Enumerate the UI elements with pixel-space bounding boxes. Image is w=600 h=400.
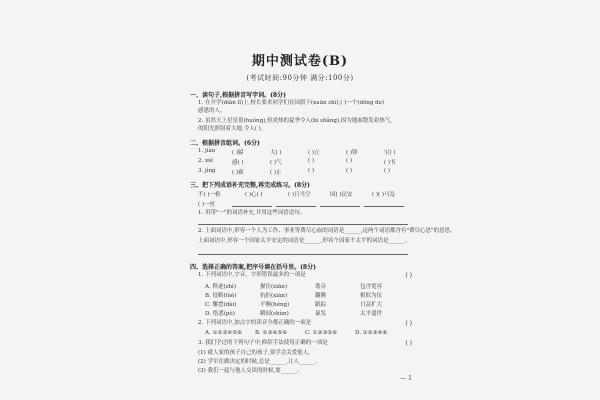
s4-grid-cell: 太平盛世 (360, 311, 383, 317)
answer-line[interactable] (198, 224, 408, 225)
s4-item-1: 1. 下列词语中,字音、字形错误最多的一项是 (198, 272, 306, 278)
section-2-heading: 二、根据拼音组词。(6分) (190, 140, 260, 147)
answer-bracket[interactable]: ( ) (405, 340, 412, 347)
s2-cell: ( ) (384, 168, 391, 174)
s3-item-1: 1. 用带"一"的词语补充,并用这些词语造句。 (198, 210, 306, 216)
s3-cell: ( )日当空 (288, 192, 311, 198)
s4-grid-cell: 日益扩大 (360, 302, 383, 308)
s2-cell: ( ) (308, 158, 315, 164)
s4-item-3a: (1) 就人家的孩子自己的孩子,要学会关爱他人。 (198, 350, 314, 356)
s4-option: C. ①②③⑤⑥ (305, 330, 338, 336)
s2-cell: ( )气 (270, 160, 282, 166)
s2-cell: ( )锋 (346, 150, 358, 156)
answer-line[interactable] (232, 206, 272, 207)
s4-grid-cell: 握住(xiān) (260, 284, 287, 290)
s2-cell: 感( ) (232, 160, 244, 166)
s3-item-2: 2. 上面词语中,形容一个人为工作、事业等费尽心血的词语是______,这两个词语都含有"费尽心思"的意思。 (198, 228, 456, 234)
s4-item-3b: (2) 学军在做决定的时候,总是______,让人______。 (198, 359, 322, 365)
s4-grid-cell: 暴发 (315, 311, 327, 317)
s2-row-2-label: 2. xiè (198, 158, 214, 164)
s4-grid-cell: 平衡(héng) (260, 302, 290, 308)
section-3-heading: 三、把下列成语补充完整,再完成练习。(8分) (190, 182, 310, 189)
section-4-heading: 四、选择正确的答案,把序号填在括号里。(8分) (190, 264, 316, 271)
s2-cell: ( ) (308, 168, 315, 174)
s3-cell: ( )一丝 (198, 202, 216, 208)
s1-item-2b: 的阳光照射着大地,令人( )。 (198, 126, 267, 132)
answer-line[interactable] (276, 206, 316, 207)
s4-item-2: 2. 下列词语中,加点字的读音全都正确的一项是 (198, 320, 312, 326)
answer-line[interactable] (364, 206, 404, 207)
s4-grid-cell: 谐音 (315, 284, 327, 290)
s2-cell: ( )立 (308, 150, 320, 156)
s2-cell: ( )赛 (232, 170, 244, 176)
page-number: — 1 (400, 375, 412, 382)
s3-cell: 不( )一格 (198, 192, 221, 198)
s4-grid-cell: 跟踪 (315, 302, 327, 308)
s4-grid-cell: 相似为伍 (360, 293, 383, 299)
s2-row-3-label: 3. jìng (198, 168, 216, 174)
answer-bracket[interactable]: ( ) (405, 272, 412, 279)
s2-cell: ( )躲 (232, 150, 244, 156)
s3-cell: ( )( )马乱 (372, 192, 396, 198)
section-1-heading: 一、读句子,根据拼音写字词。(8分) (190, 92, 286, 99)
page-title: 期中测试卷(B) (251, 54, 349, 69)
s2-cell: 大( ) (270, 150, 282, 156)
s4-grid-cell: B. 侵略(lüè) (205, 293, 237, 299)
s4-item-3: 3. 我们学过的下列句子中,修辞手法使用正确的一项是 (198, 340, 328, 346)
s4-item-3c: (3) 我们一起与他人交谈的时候,要______。 (198, 368, 303, 374)
s3-cell: ( )心( ) (245, 192, 263, 198)
s2-cell: ( )止 (270, 170, 282, 176)
s1-item-1b: 感恩的人。 (198, 108, 226, 114)
s4-grid-cell: D. 恪悉(pò) (205, 311, 235, 317)
s4-grid-cell: 包含宽容 (360, 284, 383, 290)
s2-row-1-label: 1. jiàn (198, 148, 216, 154)
answer-bracket[interactable]: ( ) (405, 320, 412, 327)
s2-cell: ( )书 (384, 160, 396, 166)
s3-cell: 国( )民安 (330, 192, 353, 198)
s1-item-2: 2. 虽然天上星星很(huǒng),但炎热的夏季令人(bì shǎng),因为地面散发着热气, (198, 118, 393, 124)
s4-option: A. ①②③④⑤⑥ (205, 330, 243, 336)
s4-grid-cell: 翻腾 (315, 293, 327, 299)
s2-cell: ( ) (346, 168, 353, 174)
s4-grid-cell: C. 懈怠(dài) (205, 302, 237, 308)
s4-grid-cell: A. 释迹(zhì) (205, 284, 236, 290)
s4-option: D. ①②③④⑥ (355, 330, 388, 336)
s4-grid-cell: 瞬间(shùn) (260, 311, 289, 317)
s1-item-1: 1. 在开学(diǎn lǐ)上,校长要求同学们在国旗下(xuān shì),( )一个(dǒng de) (198, 100, 385, 106)
s2-cell: ( ) (346, 158, 353, 164)
answer-line[interactable] (320, 206, 360, 207)
answer-line[interactable] (198, 254, 408, 255)
exam-meta: (考试时间:90分钟 满分:100分) (246, 74, 354, 82)
s4-grid-cell: 抗拒(xiàn) (260, 293, 287, 299)
s2-cell: 宝( ) (384, 150, 396, 156)
s4-option: B. ①③④⑤⑥ (255, 330, 288, 336)
s3-item-2b: 上面词语中,形容一个国家太平安定的词语是______,形容个国家不太平的词语是______。 (198, 238, 411, 244)
